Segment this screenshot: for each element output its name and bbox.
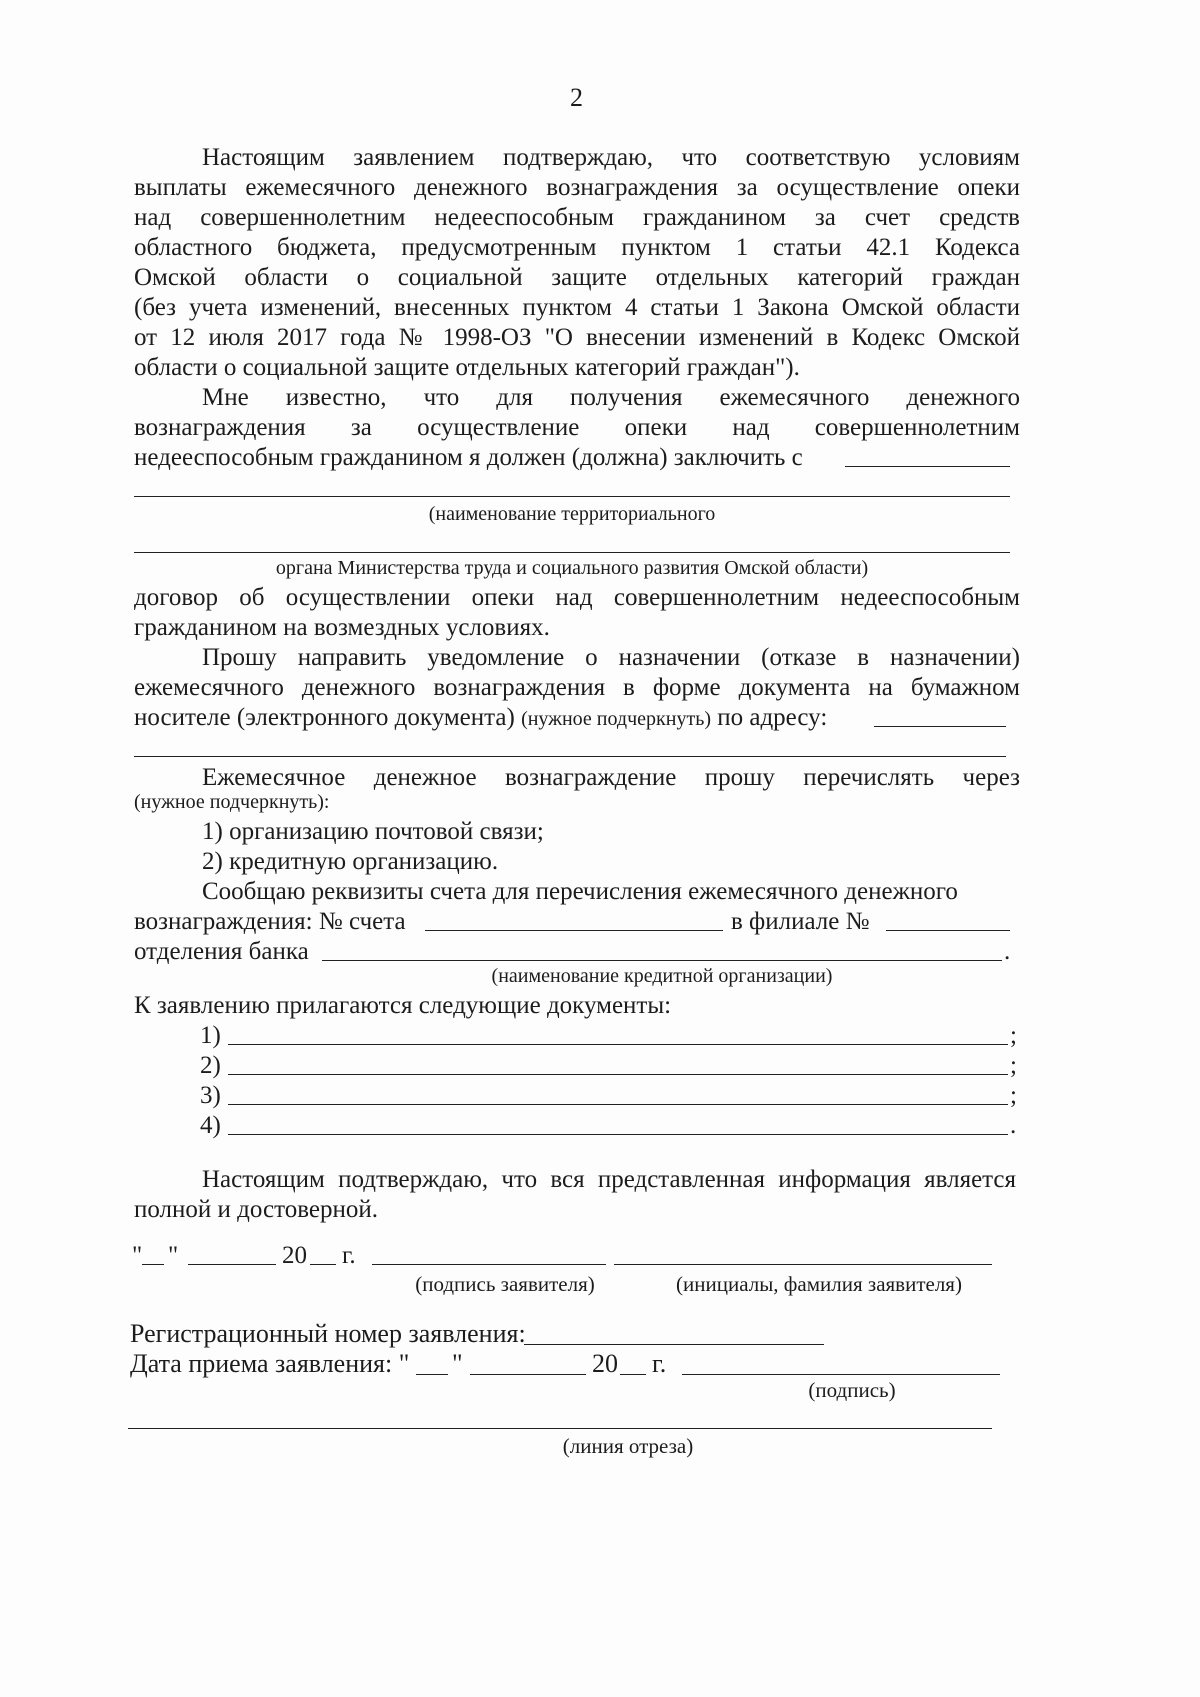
applicant-name-field[interactable] — [614, 1264, 992, 1265]
document-number: 3) — [200, 1082, 221, 1109]
branch-number-field[interactable] — [886, 930, 1010, 931]
address-field-line-2[interactable] — [134, 756, 1006, 757]
territorial-organ-field-line-2[interactable] — [134, 496, 1010, 497]
page-number: 2 — [570, 83, 583, 112]
document-end: ; — [1010, 1052, 1017, 1079]
address-field[interactable] — [874, 726, 1006, 727]
account-label: вознаграждения: № счета — [134, 908, 406, 935]
day-field[interactable] — [142, 1264, 164, 1265]
document-field[interactable] — [228, 1074, 1008, 1075]
document-number: 1) — [200, 1022, 221, 1049]
bank-label: отделения банка — [134, 938, 309, 965]
year-suffix: г. — [342, 1242, 356, 1269]
text-line: Омской области о социальной защите отдельных категорий граждан — [134, 264, 1020, 291]
month-field[interactable] — [188, 1264, 276, 1265]
applicant-signature-field[interactable] — [372, 1264, 606, 1265]
text-line: (без учета изменений, внесенных пунктом 4 статьи 1 Закона Омской области — [134, 294, 1020, 321]
name-caption: (инициалы, фамилия заявителя) — [676, 1272, 962, 1296]
year-field[interactable] — [310, 1264, 336, 1265]
registration-number-field[interactable] — [524, 1344, 824, 1345]
text-line: областного бюджета, предусмотренным пунктом 1 статьи 42.1 Кодекса — [134, 234, 1020, 261]
signature-caption: (подпись заявителя) — [415, 1272, 595, 1296]
bank-caption: (наименование кредитной организации) — [491, 965, 833, 987]
receipt-day-field[interactable] — [416, 1374, 448, 1375]
branch-label: в филиале № — [731, 908, 870, 935]
document-end: ; — [1010, 1082, 1017, 1109]
date-quote-open: " — [132, 1242, 143, 1269]
text-line: недееспособным гражданином я должен (должна) заключить с — [134, 444, 803, 471]
receipt-date-label: Дата приема заявления: " — [130, 1349, 410, 1378]
date-quote-close: " — [168, 1242, 179, 1269]
text-line: ежемесячного денежного вознаграждения в форме документа на бумажном — [134, 674, 1020, 701]
document-number: 2) — [200, 1052, 221, 1079]
territorial-organ-field-line-3[interactable] — [134, 552, 1010, 553]
territorial-organ-caption: (наименование территориального — [428, 503, 716, 525]
territorial-organ-field[interactable] — [845, 466, 1010, 467]
documents-title: К заявлению прилагаются следующие документы: — [134, 992, 672, 1019]
receiver-signature-field[interactable] — [682, 1374, 1000, 1375]
text-line: договор об осуществлении опеки над совершеннолетним недееспособным — [134, 584, 1020, 611]
document-field[interactable] — [228, 1044, 1008, 1045]
document-end: ; — [1010, 1022, 1017, 1049]
receipt-date-quote: " — [452, 1349, 463, 1378]
text-line: Сообщаю реквизиты счета для перечисления ежемесячного денежного — [202, 878, 958, 905]
receipt-month-field[interactable] — [470, 1374, 586, 1375]
underline-hint: (нужное подчеркнуть) — [521, 708, 711, 730]
underline-hint: (нужное подчеркнуть): — [134, 791, 330, 813]
text-line: над совершеннолетним недееспособным гражданином за счет средств — [134, 204, 1020, 231]
registration-number-label: Регистрационный номер заявления: — [130, 1319, 526, 1348]
document-number: 4) — [200, 1112, 221, 1139]
text-line: Прошу направить уведомление о назначении (отказе в назначении) — [202, 644, 1020, 671]
document-field[interactable] — [228, 1104, 1008, 1105]
document-field[interactable] — [228, 1134, 1008, 1135]
receipt-year-prefix: 20 — [592, 1349, 618, 1378]
receipt-year-suffix: г. — [652, 1349, 667, 1378]
text-line: Настоящим заявлением подтверждаю, что соответствую условиям — [202, 144, 1020, 171]
territorial-organ-caption-2: органа Министерства труда и социального развития Омской области) — [275, 557, 869, 579]
text-span: носителе (электронного документа) — [134, 704, 515, 731]
bank-end: . — [1004, 938, 1011, 965]
text-span: по адресу: — [717, 704, 828, 731]
receiver-signature-caption: (подпись) — [808, 1378, 896, 1402]
text-line: вознаграждения за осуществление опеки над совершеннолетним — [134, 414, 1020, 441]
text-line: области о социальной защите отдельных категорий граждан"). — [134, 354, 800, 381]
text-line: полной и достоверной. — [134, 1196, 378, 1223]
text-line: выплаты ежемесячного денежного вознаграждения за осуществление опеки — [134, 174, 1020, 201]
document-end: . — [1010, 1112, 1017, 1139]
option-credit[interactable]: 2) кредитную организацию. — [202, 848, 499, 875]
cut-line-caption: (линия отреза) — [562, 1434, 694, 1458]
text-line: Настоящим подтверждаю, что вся представленная информация является — [202, 1166, 1016, 1193]
text-line: гражданином на возмездных условиях. — [134, 614, 550, 641]
year-prefix: 20 — [282, 1242, 307, 1269]
text-line — [134, 702, 827, 735]
option-postal[interactable]: 1) организацию почтовой связи; — [202, 818, 544, 845]
cut-line — [128, 1428, 992, 1429]
text-line: Мне известно, что для получения ежемесячного денежного — [202, 384, 1020, 411]
receipt-year-field[interactable] — [620, 1374, 646, 1375]
bank-name-field[interactable] — [322, 960, 1002, 961]
account-number-field[interactable] — [425, 930, 723, 931]
text-line: Ежемесячное денежное вознаграждение прошу перечислять через — [202, 764, 1020, 791]
text-line: от 12 июля 2017 года № 1998-ОЗ "О внесении изменений в Кодекс Омской — [134, 324, 1020, 351]
